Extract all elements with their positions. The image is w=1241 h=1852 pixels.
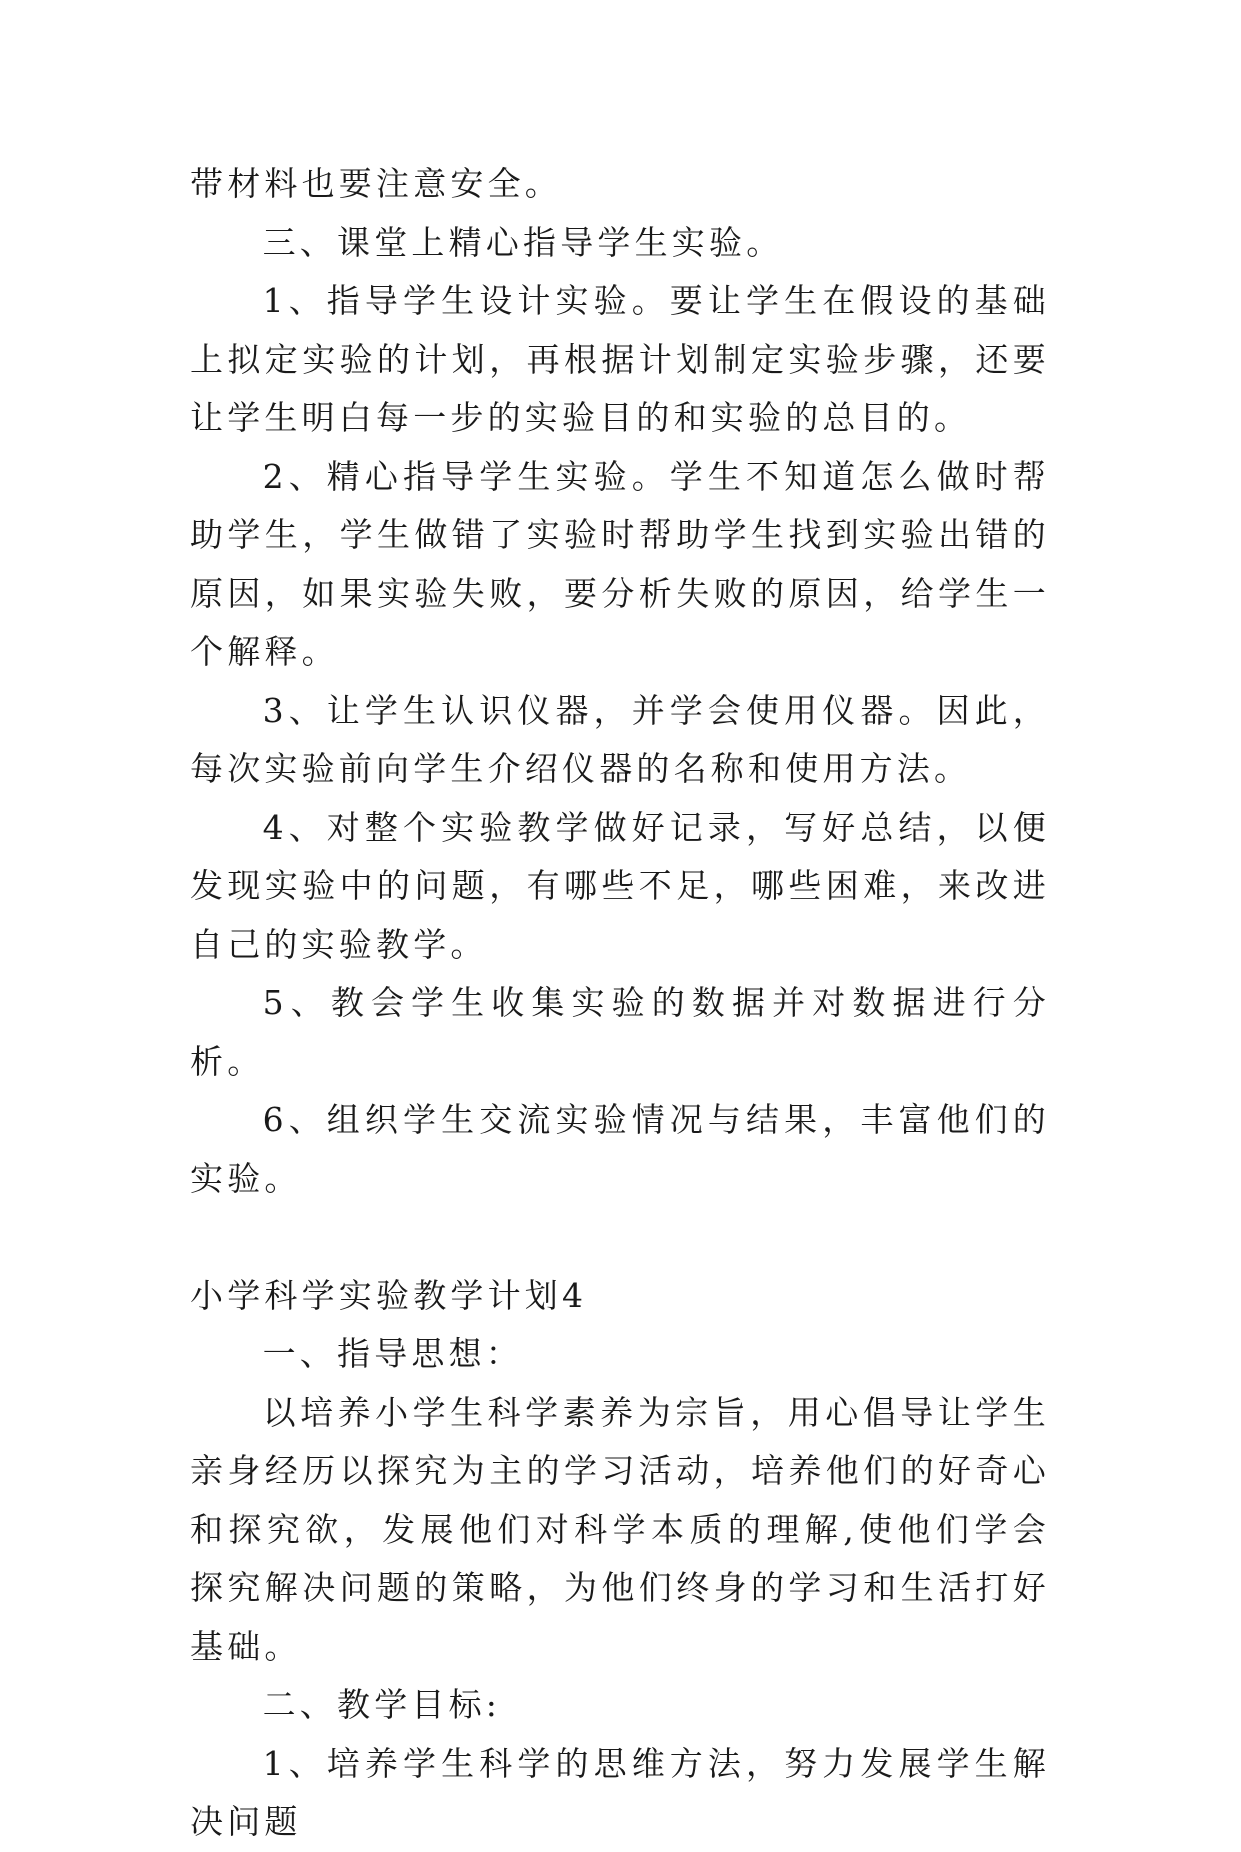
list-item: 1、指导学生设计实验。要让学生在假设的基础上拟定实验的计划，再根据计划制定实验步骤，还要让学生明白每一步的实验目的和实验的总目的。 (190, 281, 1050, 437)
section-spacer (190, 1208, 1050, 1267)
document-body (190, 155, 1050, 1852)
list-item: 3、让学生认识仪器，并学会使用仪器。因此，每次实验前向学生介绍仪器的名称和使用方法。 (190, 690, 1050, 788)
list-item: 1、培养学生科学的思维方法，努力发展学生解决问题 (190, 1743, 1050, 1841)
continuation-text: 带材料也要注意安全。 (190, 164, 562, 203)
section-heading: 二、教学目标: (262, 1685, 502, 1724)
list-item: 6、组织学生交流实验情况与结果，丰富他们的实验。 (190, 1100, 1050, 1198)
paragraph: 以培养小学生科学素养为宗旨，用心倡导让学生亲身经历以探究为主的学习活动，培养他们的好奇心和探究欲，发展他们对科学本质的理解,使他们学会探究解决问题的策略，为他们终身的学习和生活打好基础。 (190, 1392, 1050, 1666)
section-heading: 三、课堂上精心指导学生实验。 (262, 222, 784, 262)
list-item: 5、教会学生收集实验的数据并对数据进行分析。 (190, 983, 1050, 1081)
section-heading: 一、指导思想： (262, 1334, 523, 1373)
plan-title: 小学科学实验教学计划4 (190, 1275, 588, 1315)
list-item: 4、对整个实验教学做好记录，写好总结，以便发现实验中的问题，有哪些不足，哪些困难，来改进自己的实验教学。 (190, 807, 1050, 964)
list-item: 2、精心指导学生实验。学生不知道怎么做时帮助学生，学生做错了实验时帮助学生找到实验出错的原因，如果实验失败，要分析失败的原因，给学生一个解释。 (190, 456, 1050, 671)
